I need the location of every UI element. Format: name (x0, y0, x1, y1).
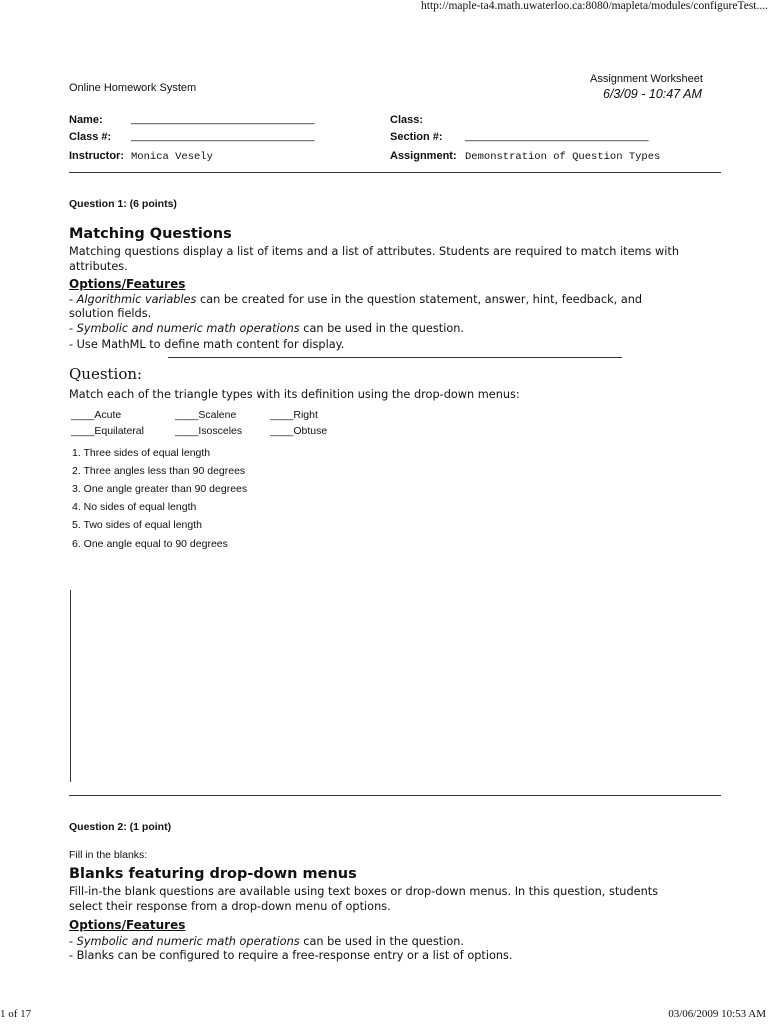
print-timestamp: 03/06/2009 10:53 AM (668, 1008, 766, 1020)
definition-item: 1. Three sides of equal length (72, 447, 211, 459)
section-label: Section #: (390, 131, 443, 143)
question-1-option-1 (69, 292, 642, 308)
choice-equilateral[interactable]: ____Equilateral (71, 425, 144, 437)
instructor-value: Monica Vesely (131, 151, 213, 163)
definition-item: 4. No sides of equal length (72, 501, 197, 513)
section-divider (168, 357, 622, 358)
class-number-label: Class #: (69, 131, 112, 143)
question-1-option-2 (69, 321, 464, 337)
name-label: Name: (69, 114, 103, 126)
option-prefix: - (69, 935, 77, 948)
choice-right[interactable]: ____Right (270, 409, 318, 421)
question-2-options-heading: Options/Features (69, 918, 186, 932)
assignment-value: Demonstration of Question Types (465, 151, 661, 163)
option-prefix: - (69, 322, 77, 335)
instructor-label: Instructor: (69, 150, 124, 162)
option-emphasis: Algorithmic variables (76, 293, 197, 306)
class-number-field: ______________________________ (131, 130, 315, 142)
choice-acute[interactable]: ____Acute (71, 409, 122, 421)
question-2-option-2: - Blanks can be configured to require a free-response entry or a list of options. (69, 949, 513, 962)
question-1-desc-line-1: Matching questions display a list of items and a list of attributes. Students are required to match items with (69, 245, 680, 258)
question-1-heading: Question 1: (6 points) (69, 198, 177, 210)
option-text: can be used in the question. (299, 935, 465, 948)
assignment-label: Assignment: (390, 150, 457, 162)
class-label: Class: (390, 114, 424, 126)
option-text: can be used in the question. (299, 322, 465, 335)
option-prefix: - (69, 293, 77, 306)
page-number: 1 of 17 (0, 1008, 32, 1020)
header-divider (69, 172, 721, 173)
choice-scalene[interactable]: ____Scalene (175, 409, 237, 421)
section-field: ______________________________ (465, 130, 649, 142)
question-2-desc-line-1: Fill-in-the blank questions are available using text boxes or drop-down menus. In this question, students (69, 885, 659, 898)
name-field: ______________________________ (131, 113, 315, 125)
choice-obtuse[interactable]: ____Obtuse (270, 425, 328, 437)
question-2-heading: Question 2: (1 point) (69, 821, 172, 833)
definition-item: 5. Two sides of equal length (72, 519, 202, 531)
option-text: can be created for use in the question statement, answer, hint, feedback, and (196, 293, 643, 306)
question-divider (69, 795, 721, 796)
question-1-title: Matching Questions (69, 226, 232, 242)
browser-url: http://maple-ta4.math.uwaterloo.ca:8080/mapleta/modules/configureTest.... (421, 0, 768, 12)
option-emphasis: Symbolic and numeric math operations (76, 935, 300, 948)
question-label: Question: (69, 365, 143, 383)
answer-area-border (70, 590, 71, 782)
question-1-desc-line-2: attributes. (69, 260, 128, 273)
question-2-intro: Fill in the blanks: (69, 849, 148, 861)
worksheet-date: 6/3/09 - 10:47 AM (603, 87, 702, 101)
definition-item: 2. Three angles less than 90 degrees (72, 465, 246, 477)
worksheet-title: Assignment Worksheet (590, 73, 703, 85)
system-name: Online Homework System (69, 82, 197, 94)
question-2-title: Blanks featuring drop-down menus (69, 866, 357, 882)
question-1-options-heading: Options/Features (69, 277, 186, 291)
question-1-option-3: - Use MathML to define math content for display. (69, 338, 345, 351)
question-2-desc-line-2: select their response from a drop-down menu of options. (69, 900, 391, 913)
definition-item: 6. One angle equal to 90 degrees (72, 538, 228, 550)
option-emphasis: Symbolic and numeric math operations (76, 322, 300, 335)
choice-isosceles[interactable]: ____Isosceles (175, 425, 243, 437)
question-prompt: Match each of the triangle types with its definition using the drop-down menus: (69, 388, 520, 401)
definition-item: 3. One angle greater than 90 degrees (72, 483, 248, 495)
question-1-option-1-cont: solution fields. (69, 307, 152, 320)
